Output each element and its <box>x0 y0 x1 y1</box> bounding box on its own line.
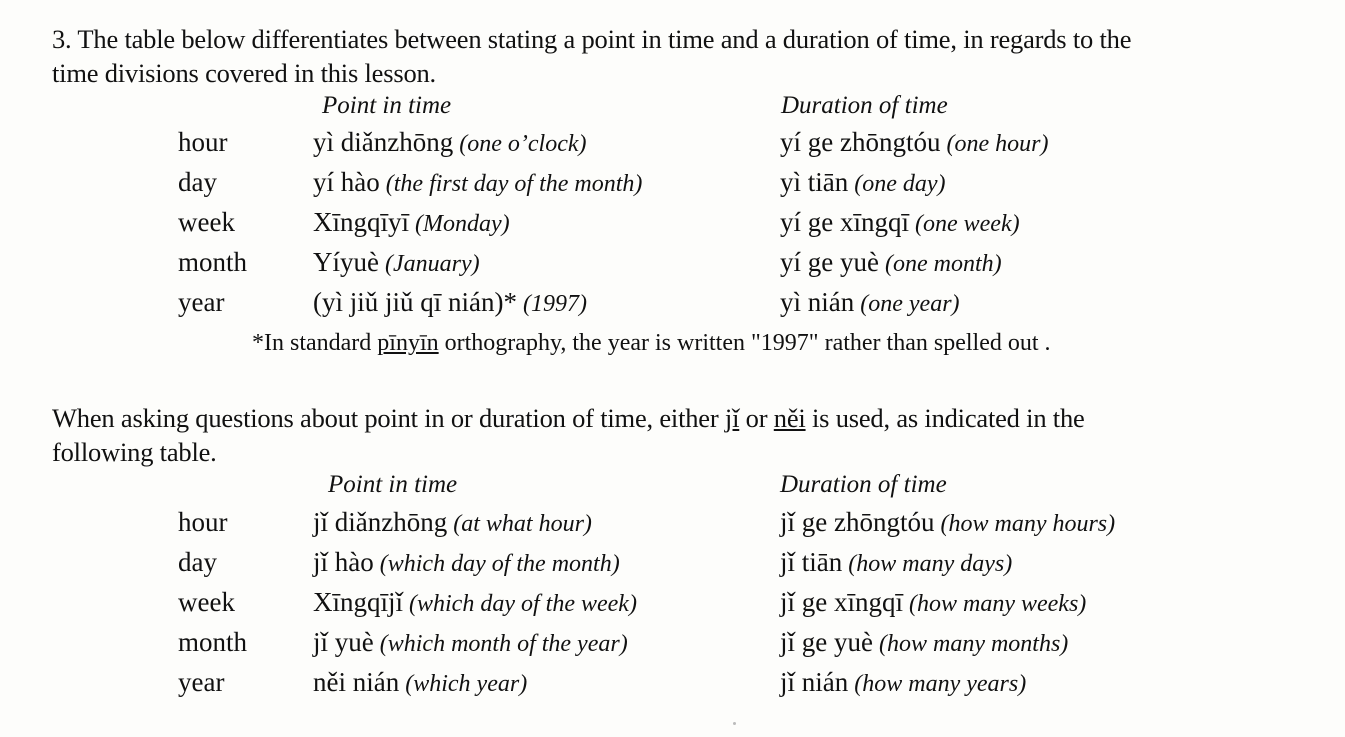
time-unit: year <box>178 667 225 697</box>
duration-pinyin: jǐ nián <box>780 667 849 697</box>
footnote <box>252 327 1051 359</box>
table1-row <box>0 162 1345 202</box>
time-unit: month <box>178 247 248 277</box>
term-ji: jǐ <box>724 403 740 433</box>
duration-gloss: (one month) <box>884 251 1002 277</box>
duration-pinyin: jǐ tiān <box>780 547 843 577</box>
table1-header-point: Point in time <box>322 92 452 119</box>
point-in-time-cell <box>313 122 587 164</box>
footnote-term-pinyin: pīnyīn <box>377 330 439 356</box>
duration-pinyin: jǐ ge xīngqī <box>780 587 903 617</box>
duration-cell <box>780 622 1068 664</box>
point-gloss: (Monday) <box>415 211 510 237</box>
duration-gloss: (how many weeks) <box>909 591 1087 617</box>
table1-row <box>0 282 1345 322</box>
duration-pinyin: yí ge yuè <box>780 247 879 277</box>
duration-cell <box>780 542 1012 584</box>
duration-gloss: (one year) <box>860 291 960 317</box>
point-pinyin: Xīngqījǐ <box>313 587 404 617</box>
duration-pinyin: yí ge xīngqī <box>780 207 909 237</box>
point-gloss: (January) <box>384 251 480 277</box>
point-in-time-cell <box>313 282 587 324</box>
point-gloss: (1997) <box>522 291 587 317</box>
duration-cell <box>780 282 960 324</box>
time-unit: hour <box>178 507 228 537</box>
duration-cell <box>780 162 946 204</box>
point-in-time-cell <box>313 662 527 704</box>
time-unit: year <box>178 287 225 317</box>
duration-gloss: (how many hours) <box>940 511 1116 537</box>
point-gloss: (which day of the month) <box>379 551 620 577</box>
duration-cell <box>780 662 1026 704</box>
point-gloss: (one o’clock) <box>459 131 587 157</box>
table2-header-point: Point in time <box>328 471 458 498</box>
point-in-time-cell <box>313 202 510 244</box>
duration-cell <box>780 122 1048 164</box>
question-text-end: is used, as indicated in the <box>805 403 1085 433</box>
duration-cell <box>780 502 1115 544</box>
table1-header-duration: Duration of time <box>781 92 948 119</box>
point-pinyin: jǐ hào <box>313 547 374 577</box>
point-pinyin: (yì jiǔ jiǔ qī nián)* <box>313 287 517 317</box>
question-line-2: following table. <box>52 437 217 467</box>
time-unit: month <box>178 627 248 657</box>
scan-speck <box>733 722 736 725</box>
time-unit: day <box>178 547 217 577</box>
table1-row <box>0 202 1345 242</box>
duration-gloss: (one day) <box>854 171 946 197</box>
intro-line-2: time divisions covered in this lesson. <box>52 58 436 88</box>
point-pinyin: yí hào <box>313 167 380 197</box>
time-unit: week <box>178 207 235 237</box>
point-in-time-cell <box>313 582 637 624</box>
intro-paragraph <box>52 22 1342 90</box>
point-pinyin: jǐ yuè <box>313 627 374 657</box>
duration-pinyin: jǐ ge zhōngtóu <box>780 507 935 537</box>
point-gloss: (which day of the week) <box>409 591 637 617</box>
table2-row <box>0 502 1345 542</box>
point-in-time-cell <box>313 502 592 544</box>
table2-row <box>0 662 1345 702</box>
table1-row <box>0 242 1345 282</box>
question-line-1 <box>52 401 1342 435</box>
duration-pinyin: yì nián <box>780 287 855 317</box>
duration-gloss: (one week) <box>915 211 1020 237</box>
question-text-start: When asking questions about point in or duration of time, either <box>52 403 725 433</box>
table2-row <box>0 622 1345 662</box>
point-pinyin: něi nián <box>313 667 400 697</box>
duration-cell <box>780 582 1086 624</box>
question-text-middle: or <box>739 403 774 433</box>
table1-row <box>0 122 1345 162</box>
time-unit: day <box>178 167 217 197</box>
term-nei: něi <box>773 403 806 433</box>
point-in-time-cell <box>313 242 480 284</box>
duration-gloss: (one hour) <box>946 131 1049 157</box>
footnote-text-end: orthography, the year is written "1997" rather than spelled out . <box>438 330 1051 356</box>
point-gloss: (which month of the year) <box>379 631 628 657</box>
table2-row <box>0 582 1345 622</box>
point-in-time-cell <box>313 542 620 584</box>
table2-header-duration: Duration of time <box>780 471 947 498</box>
footnote-text-start: *In standard <box>252 330 378 356</box>
duration-cell <box>780 202 1020 244</box>
duration-gloss: (how many years) <box>854 671 1027 697</box>
point-pinyin: yì diǎnzhōng <box>313 127 454 157</box>
time-unit: hour <box>178 127 228 157</box>
table2-row <box>0 542 1345 582</box>
point-pinyin: Xīngqīyī <box>313 207 410 237</box>
duration-pinyin: jǐ ge yuè <box>780 627 873 657</box>
duration-cell <box>780 242 1002 284</box>
time-unit: week <box>178 587 235 617</box>
point-pinyin: Yíyuè <box>313 247 379 277</box>
duration-pinyin: yí ge zhōngtóu <box>780 127 941 157</box>
point-gloss: (at what hour) <box>453 511 592 537</box>
point-in-time-cell <box>313 622 628 664</box>
duration-gloss: (how many days) <box>848 551 1013 577</box>
point-gloss: (which year) <box>405 671 528 697</box>
point-gloss: (the first day of the month) <box>385 171 643 197</box>
intro-line-1: 3. The table below differentiates between stating a point in time and a duration of time, in regards to the <box>52 24 1132 54</box>
question-paragraph <box>52 401 1342 469</box>
duration-gloss: (how many months) <box>878 631 1069 657</box>
point-in-time-cell <box>313 162 642 204</box>
point-pinyin: jǐ diǎnzhōng <box>313 507 448 537</box>
duration-pinyin: yì tiān <box>780 167 849 197</box>
